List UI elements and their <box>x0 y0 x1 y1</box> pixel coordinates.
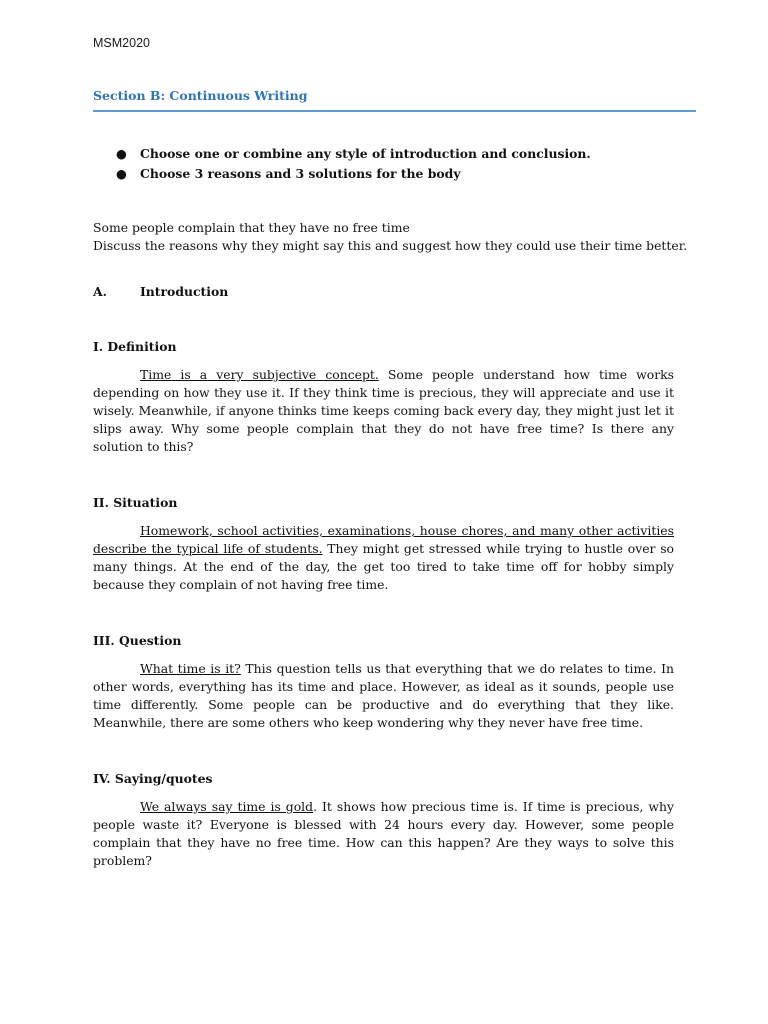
subsection-heading: II. Situation <box>93 495 178 510</box>
paragraph-text: This question tells us that everything that we do relates to time. In other words, everything has its time and place. However, as ideal as it sounds, people use time differently. Some people can be productive and do everything that they like. Meanwhile, there are some others who keep wondering why they never have free time. <box>93 661 674 730</box>
instruction-item <box>93 164 693 184</box>
bullet-icon: ● <box>116 166 127 181</box>
instruction-text: Choose one or combine any style of introduction and conclusion. <box>140 146 591 161</box>
intro-title: Introduction <box>140 284 229 299</box>
underlined-phrase: We always say time is gold <box>140 799 314 814</box>
essay-prompt <box>93 219 703 255</box>
subsection-paragraph <box>93 660 674 732</box>
underlined-phrase: Homework, school activities, examinations, house chores, and many other activities describe the typical life of students. <box>93 523 674 556</box>
instruction-list <box>93 144 693 184</box>
intro-heading <box>93 284 228 299</box>
paragraph-text: . It shows how precious time is. If time is precious, why people waste it? Everyone is blessed with 24 hours every day. However, some people complain that they have no free time. How can this happen? Are they ways to solve this problem? <box>93 799 674 868</box>
subsection-paragraph <box>93 522 674 594</box>
subsection-heading: I. Definition <box>93 339 177 354</box>
instruction-item <box>93 144 693 164</box>
prompt-line: Discuss the reasons why they might say this and suggest how they could use their time better. <box>93 238 688 253</box>
section-title: Section B: Continuous Writing <box>93 88 308 103</box>
subsection-heading: III. Question <box>93 633 182 648</box>
subsection-paragraph <box>93 366 674 456</box>
document-code: MSM2020 <box>93 36 150 50</box>
section-divider <box>93 110 696 112</box>
intro-number: A. <box>93 284 107 299</box>
underlined-phrase: Time is a very subjective concept. <box>140 367 379 382</box>
bullet-icon: ● <box>116 146 127 161</box>
paragraph-text: They might get stressed while trying to hustle over so many things. At the end of the day, the get too tired to take time off for hobby simply because they complain of not having free time. <box>93 541 675 592</box>
subsection-heading: IV. Saying/quotes <box>93 771 213 786</box>
subsection-paragraph <box>93 798 674 870</box>
instruction-text: Choose 3 reasons and 3 solutions for the body <box>140 166 461 181</box>
paragraph-text: Some people understand how time works depending on how they use it. If they think time is precious, they will appreciate and use it wisely. Meanwhile, if anyone thinks time keeps coming back every day, they might just let it slips away. Why some people complain that they do not have free time? Is there any solution to this? <box>93 367 674 454</box>
underlined-phrase: What time is it? <box>140 661 241 676</box>
prompt-line: Some people complain that they have no free time <box>93 220 410 235</box>
